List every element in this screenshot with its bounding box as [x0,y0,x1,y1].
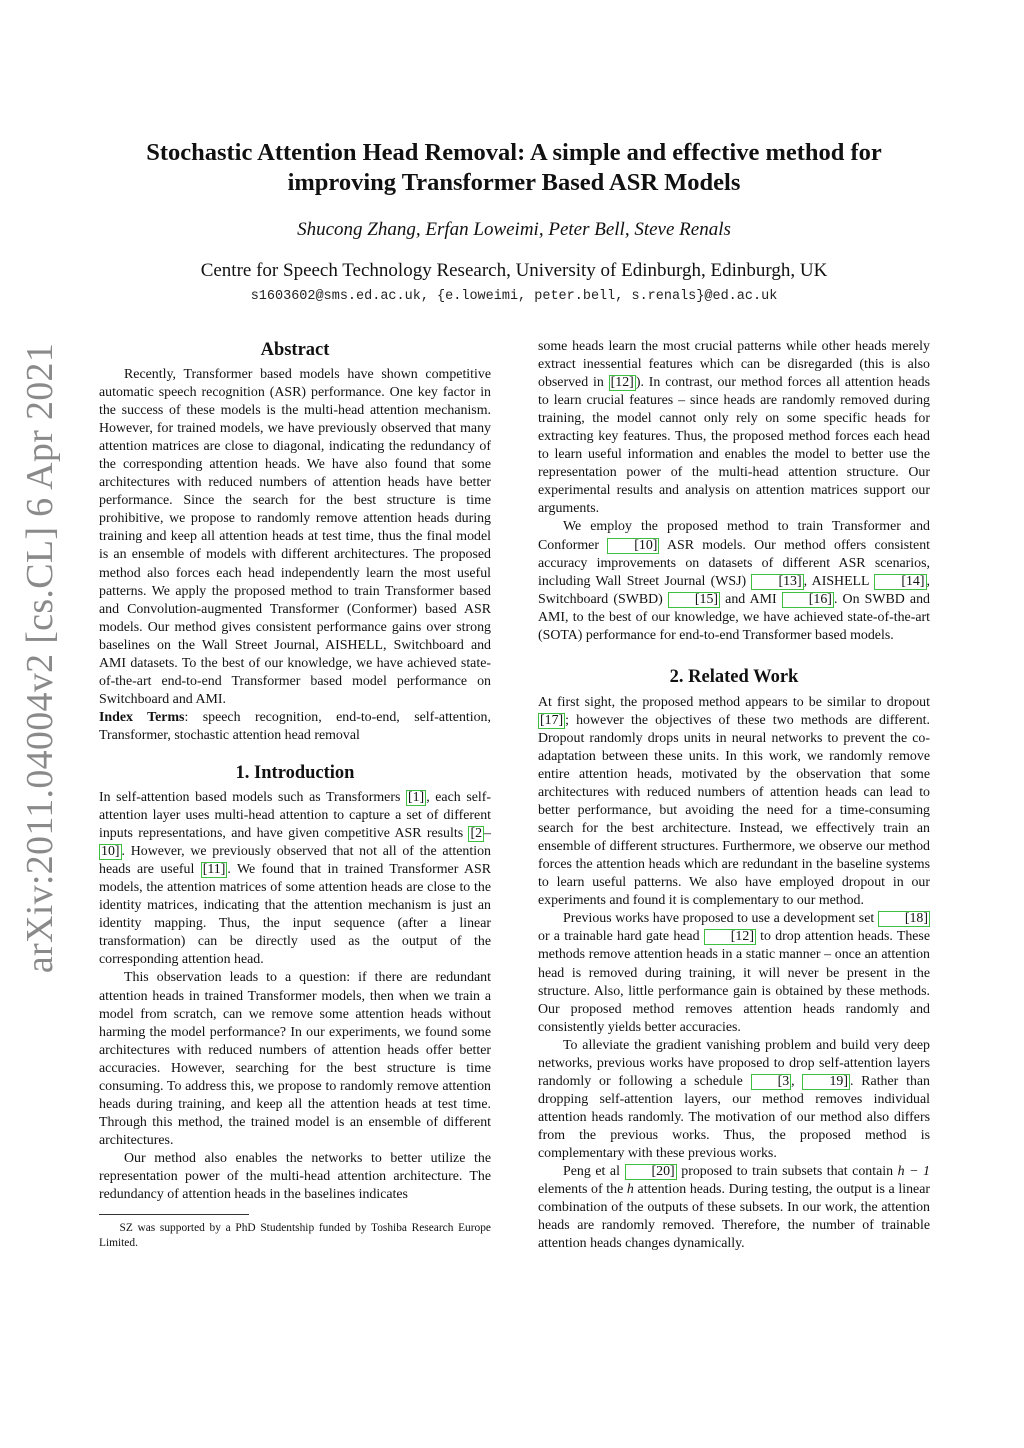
text-run: Peng et al [563,1164,625,1180]
related-paragraph-1 [538,694,930,911]
text-run: . We found that in trained Transformer ASR models, the attention matrices of some attention heads are close to the identity matrices, indicating that the attention mechanism is just an identity mapping. Thus, the input sequence (after a linear transformation) can be directly used as the output of the corresponding attention head. [99,862,491,968]
citation-link[interactable]: [15] [668,592,720,608]
text-run: ). In contrast, our method forces all attention heads to learn crucial features – since heads are randomly removed during training, the model cannot only rely on some specific heads for extracting key features. Thus, the proposed method forces each head to learn useful information and enables the model to better use the representation power of the multi-head attention structure. Our experimental results and analysis on attention matrices support our arguments. [538,375,930,517]
footnote: SZ was supported by a PhD Studentship funded by Toshiba Research Europe Limited. [99,1222,491,1249]
citation-link[interactable]: [2 [470,826,483,842]
arxiv-id: arXiv:2011.04004v2 [cs.CL] 6 Apr 2021 [19,342,62,974]
related-paragraph-4 [538,1163,930,1253]
affiliation: Centre for Speech Technology Research, University of Edinburgh, Edinburgh, UK [200,260,828,281]
text-run: – [484,826,491,842]
citation-link[interactable]: [13] [751,574,803,590]
intro-paragraph-continued [538,338,930,518]
citation-link[interactable]: [11] [202,862,226,878]
text-run: ; however the objectives of these two methods are different. Dropout randomly drops units in neural networks to prevent the co-adaptation between these units. In this work, we randomly remove entire attention heads, motivated by the observation that some architectures with reduced numbers of attention heads can lead to better performance, but avoiding the need for a time-consuming search for the best architecture. Instead, we effectively train an ensemble of different structures. Furthermore, we observe our method forces the attention heads which are redundant in the baseline systems to learn useful patterns. We also have employed dropout in our experiments and found it is complementary to our method. [538,712,930,909]
related-paragraph-2 [538,910,930,1036]
footnote-rule [99,1214,249,1215]
text-run: attention heads. During testing, the output is a linear combination of the outputs of these subsets. In our work, the attention heads are randomly removed. Therefore, the number of trainable attention heads changes dynamically. [538,1182,930,1252]
text-run: . However, we previously observed that not all of the attention heads are useful [99,844,491,878]
citation-link[interactable]: [12] [610,375,634,391]
right-column [538,338,930,1253]
text-run: ASR models. Our method offers consistent accuracy improvements on datasets of different ASR scenarios, including Wall Street Journal (WSJ) [538,537,931,589]
citation-link[interactable]: 19] [802,1074,850,1090]
citation-link[interactable]: [16] [782,592,834,608]
text-run: At first sight, the proposed method appears to be similar to dropout [538,694,930,710]
citation-link[interactable]: [3 [751,1074,792,1090]
text-run: In self-attention based models such as Transformers [99,789,406,805]
text-run: or a trainable hard gate head [538,929,704,945]
title-line-2: improving Transformer Based ASR Models [287,169,741,196]
related-paragraph-3 [538,1037,930,1163]
intro-paragraph-employ [538,518,930,644]
text-run: and AMI [720,591,782,607]
text-run: elements of the [538,1182,627,1198]
abstract-heading: Abstract [260,340,330,360]
text-run: some heads learn the most crucial patterns while other heads merely extract inessential features which can be disregarded (this is also observed in [538,339,930,391]
text-run: proposed to train subsets that contain [676,1164,898,1180]
author-list: Shucong Zhang, Erfan Loweimi, Peter Bell, Steve Renals [297,219,731,240]
left-column [99,338,491,1250]
text-run: to drop attention heads. These methods remove attention heads in a static manner – once an attention head is removed during training, it will never be present in the structure. Also, little performance gain is obtained by these methods. Our proposed method removes attention heads randomly and consistently yields better accuracies. [538,929,931,1035]
text-run: , Switchboard (SWBD) [538,573,930,607]
citation-link[interactable]: [20] [625,1164,677,1180]
text-run: , AISHELL [803,573,875,589]
text-run: . Rather than dropping self-attention layers, our method removes individual attention heads randomly. The motivation of our method also differs from the previous works. Thus, the proposed method is complementary with these previous works. [538,1073,931,1161]
citation-link[interactable]: [1] [407,789,425,805]
intro-paragraph-3: Our method also enables the networks to better utilize the representation power of the multi-head attention architecture. The redundancy of attention heads in the baselines indicates [99,1150,491,1203]
index-terms-label: Index Terms [99,709,185,725]
paper-title [100,138,928,198]
text-run: . On SWBD and AMI, to the best of our knowledge, we have achieved state-of-the-art (SOTA) performance for end-to-end Transformer based models. [538,591,930,643]
abstract-text: Recently, Transformer based models have shown competitive automatic speech recognition (ASR) performance. One key factor in the success of these models is the multi-head attention mechanism. However, for trained models, we have previously observed that many attention matrices are close to diagonal, indicating the redundancy of the corresponding attention heads. We have also found that some architectures with reduced numbers of attention heads have better performance. Since the search for the best structure is time prohibitive, we propose to randomly remove attention heads during training and keep all attention heads at test time, thus the final model is an ensemble of models with different architectures. The proposed method also forces each head independently learn the most useful patterns. We apply the proposed method to train Transformer based and Convolution-augmented Transformer (Conformer) based ASR models. Our method gives consistent performance gains over strong baselines on the Wall Street Journal, AISHELL, Switchboard and AMI datasets. To the best of our knowledge, we have achieved state-of-the-art end-to-end Transformer based model performance on Switchboard and AMI. [99,367,491,707]
title-line-1: Stochastic Attention Head Removal: A simple and effective method for [146,139,882,166]
index-terms-text: : speech recognition, end-to-end, self-attention, Transformer, stochastic attention head removal [99,709,491,743]
citation-link[interactable]: [12] [704,929,756,945]
citation-link[interactable]: [18] [878,911,930,927]
index-terms [99,709,491,745]
text-run: , each self-attention layer uses multi-head attention to capture a set of different inputs representations, and have given competitive ASR results [99,789,491,842]
citation-link[interactable]: 10] [101,844,120,860]
citation-link[interactable]: [14] [874,574,926,590]
citation-link[interactable]: [10] [607,538,659,554]
math-expression: h − 1 [897,1164,930,1180]
text-run: To alleviate the gradient vanishing problem and build very deep networks, previous works have proposed to drop self-attention layers randomly or following a schedule [538,1037,930,1089]
introduction-heading: 1. Introduction [235,762,355,783]
related-work-heading: 2. Related Work [669,666,799,687]
math-expression: h [626,1182,634,1198]
intro-paragraph-1 [99,789,491,969]
text-run: , [791,1073,803,1089]
text-run: We employ the proposed method to train Transformer and Conformer [538,519,930,553]
text-run: Previous works have proposed to use a development set [563,911,878,927]
citation-link[interactable]: [17] [540,712,564,728]
arxiv-sidebar-stamp [8,268,72,1048]
author-emails: s1603602@sms.ed.ac.uk, {e.loweimi, peter.bell, s.renals}@ed.ac.uk [250,289,778,304]
intro-paragraph-2: This observation leads to a question: if there are redundant attention heads in trained Transformer models, then when we train a model from scratch, can we remove some attention heads without harming the model performance? In our experiments, we found some architectures with reduced numbers of attention heads offer better accuracies. However, searching for the best structure is time consuming. To address this, we propose to randomly remove attention heads during training, and keep all the attention heads at test time. Through this method, the trained model is an ensemble of different architectures. [99,970,491,1148]
